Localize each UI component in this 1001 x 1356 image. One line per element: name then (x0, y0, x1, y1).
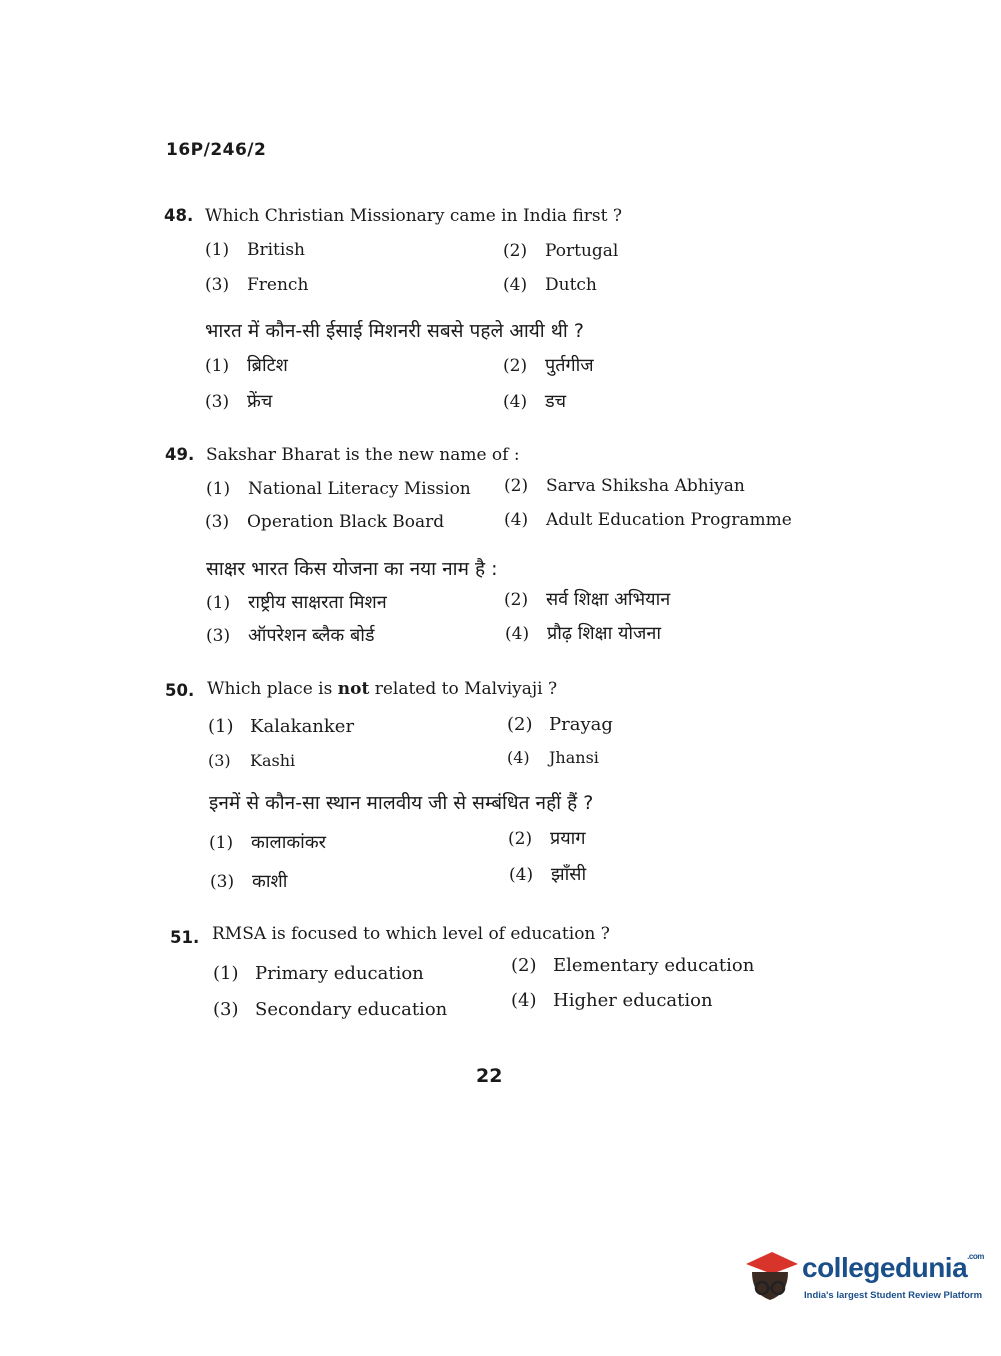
page-number: 22 (476, 1065, 503, 1087)
question-number: 48. (164, 206, 194, 225)
option-3-hi: (3) ऑपरेशन ब्लैक बोर्ड (206, 625, 375, 646)
option-3-en: (3) Kashi (208, 751, 296, 770)
option-2-en: (2) Elementary education (511, 955, 755, 976)
question-number: 49. (165, 445, 195, 464)
option-3-en: (3) Secondary education (213, 999, 448, 1020)
option-2-hi: (2) सर्व शिक्षा अभियान (504, 589, 671, 610)
option-2-en: (2) Portugal (503, 241, 619, 261)
option-1-en: (1) Kalakanker (208, 716, 355, 737)
question-text-en: Which place is not related to Malviyaji ? (207, 679, 558, 699)
brand-tagline: India's largest Student Review Platform (804, 1290, 983, 1301)
option-4-hi: (4) प्रौढ़ शिक्षा योजना (505, 623, 662, 644)
option-1-hi: (1) कालाकांकर (209, 832, 327, 853)
option-4-en: (4) Higher education (511, 990, 713, 1011)
option-2-en: (2) Prayag (507, 714, 613, 735)
option-4-en: (4) Dutch (503, 275, 597, 295)
option-1-en: (1) National Literacy Mission (206, 479, 471, 499)
option-3-hi: (3) फ्रेंच (205, 391, 273, 412)
option-1-hi: (1) राष्ट्रीय साक्षरता मिशन (206, 592, 387, 613)
collegedunia-watermark (742, 1250, 984, 1310)
option-3-en: (3) Operation Black Board (205, 512, 445, 532)
question-text-hi: भारत में कौन-सी ईसाई मिशनरी सबसे पहले आयी थी ? (205, 320, 584, 342)
option-1-en: (1) British (205, 240, 305, 260)
option-2-hi: (2) प्रयाग (508, 828, 586, 849)
option-3-en: (3) French (205, 275, 309, 295)
question-text-hi: इनमें से कौन-सा स्थान मालवीय जी से सम्बंधित नहीं हैं ? (209, 792, 594, 814)
question-text-en: Which Christian Missionary came in India first ? (205, 206, 623, 226)
option-2-hi: (2) पुर्तगीज (503, 355, 594, 376)
option-3-hi: (3) काशी (210, 871, 288, 892)
option-4-hi: (4) झाँसी (509, 864, 587, 885)
brand-name: collegedunia$^{.com}$ (802, 1252, 984, 1283)
option-4-hi: (4) डच (503, 391, 567, 412)
option-1-en: (1) Primary education (213, 963, 424, 984)
question-text-en: Sakshar Bharat is the new name of : (206, 445, 520, 465)
option-4-en: (4) Jhansi (507, 748, 599, 767)
option-1-hi: (1) ब्रिटिश (205, 355, 288, 376)
question-number: 51. (170, 928, 200, 947)
option-4-en: (4) Adult Education Programme (504, 510, 792, 530)
mascot-icon (742, 1250, 800, 1310)
paper-code: 16P/246/2 (166, 140, 267, 160)
emphasis-not: not (337, 679, 370, 699)
question-text-en: RMSA is focused to which level of education ? (212, 924, 610, 944)
question-number: 50. (165, 681, 195, 700)
option-2-en: (2) Sarva Shiksha Abhiyan (504, 476, 745, 496)
question-text-hi: साक्षर भारत किस योजना का नया नाम है : (206, 558, 498, 580)
